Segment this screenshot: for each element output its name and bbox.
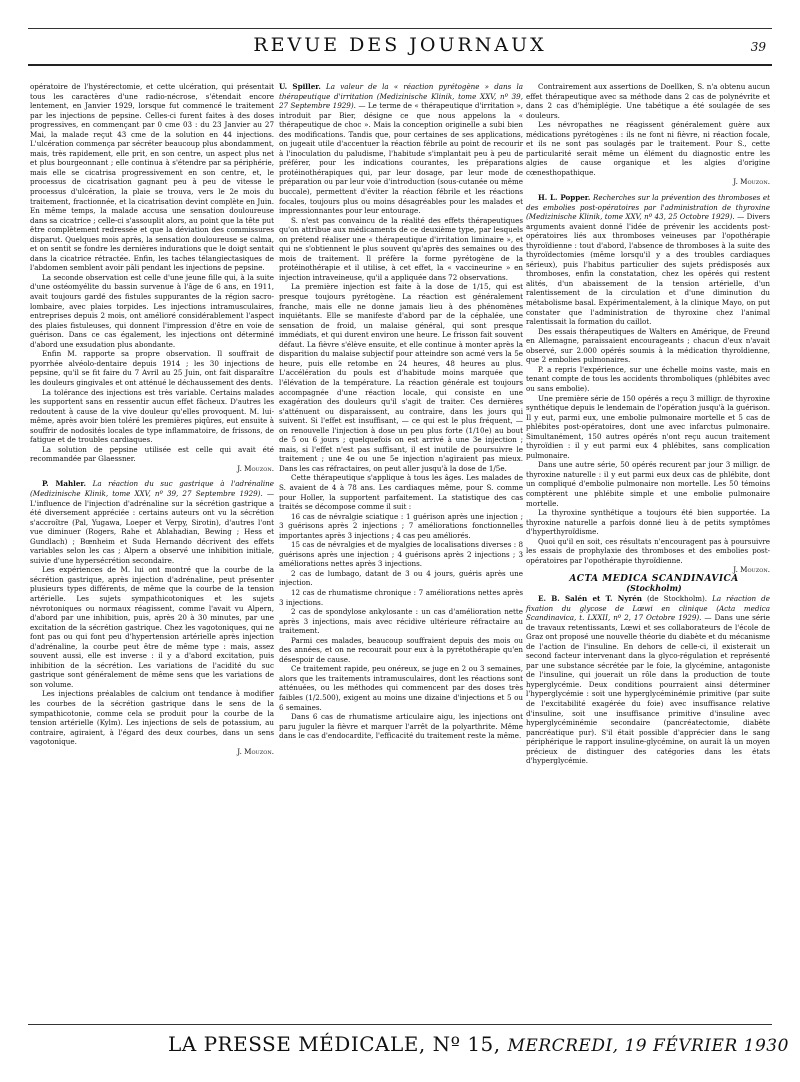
paragraph: 16 cas de névralgie sciatique : 1 guérison après une injection ; 3 guérisons après 2 injections ; 7 améliorations fonctionnelles importantes après 3 injections ; 4 cas peu améliorés. (279, 511, 523, 540)
article-author: P. Mahler. (42, 479, 87, 489)
paragraph: Dans une autre série, 50 opérés recurent par jour 3 milligr. de thyroxine naturelle : il y eut parmi eux deux cas de phlébite, dont un compliqué d'embolie pulmonaire non mortelle. Les 50 témoins comptèrent une phlébite simple et une embolie pulmonaire mortelle. (526, 460, 770, 508)
paragraph: Les expériences de M. lui ont montré que la courbe de la sécrétion gastrique, après injection d'adrénaline, peut présenter plusieurs types différents, de même que la courbe de la tension artérielle. Les sujets sympathicotoniques et les sujets névrotoniques ou normaux réagissent, comme l'avait vu Alpern, d'abord par une inhibition, puis, après 20 à 30 minutes, par une excitation de la sécrétion gastrique. Chez les vagotoniques, qui ne font pas ou qui font peu d'hypertension artérielle après injection d'adrénaline, la courbe peut être de même type : mais, assez souvent aussi, elle est inverse : il y a d'abord excitation, puis inhibition de la sécrétion. Les variations de l'acidité du suc gastrique sont généralement de même sens que les variations de son volume. (30, 565, 274, 689)
article-paragraph (30, 479, 274, 565)
column-3 (526, 82, 770, 766)
header-rule-bottom (28, 64, 772, 66)
header-rule-top (28, 28, 772, 29)
paragraph: Cette thérapeutique s'applique à tous les âges. Les malades de S. avaient de 4 à 78 ans. Les cardiaques même, pour S. comme pour Holler, la supportent parfaitement. La statistique des cas traités se décompose comme il suit : (279, 473, 523, 512)
article-title: La réaction du suc gastrique à l'adrénaline (92, 479, 274, 489)
footer-masthead (168, 1032, 789, 1056)
journal-name: LA PRESSE MÉDICALE, (168, 1032, 426, 1056)
article-title: Recherches sur la prévention des thromboses et des embolies post-opératoires par l'administration de thyroxine (526, 193, 770, 212)
paragraph: Enfin M. rapporte sa propre observation. Il souffrait de pyorrhée alvéolo-dentaire depuis 1914 ; les 30 injections de pepsine, qu'il se fit faire du 7 Avril au 25 Juin, ont fait disparaître les douleurs gingivales et ont atténué le déchaussement des dents. (30, 349, 274, 387)
article-paragraph (526, 193, 770, 327)
article-reference: (Medizinische Klinik, tome XXV, nº 39, 27 Septembre 1929). (279, 91, 523, 111)
signature: J. Mouzon. (237, 746, 274, 756)
paragraph: Contrairement aux assertions de Doellken, S. n'a obtenu aucun effet thérapeutique avec sa méthode dans 2 cas de polynévrite et dans 2 cas d'hémiplégie. Une tabétique a été soulagée de ses douleurs. (526, 82, 770, 120)
signature: J. Mouzon. (237, 463, 274, 473)
section-subheading: (Stockholm) (626, 583, 682, 594)
issue-date: MERCREDI, 19 FÉVRIER 1930 (507, 1036, 789, 1056)
paragraph: Les injections préalables de calcium ont tendance à modifier les courbes de la sécrétion gastrique dans le sens de la sympathicotonie, comme cela se produit pour la courbe de la tension artérielle (Kylm). Les injections de sels de potassium, au contraire, agiraient, à l'égard des deux courbes, dans un sens vagotonique. (30, 689, 274, 747)
footer-rule (28, 1024, 772, 1025)
signature: J. Mouzon. (733, 565, 770, 575)
article-title: La valeur de la « réaction pyrétogène » dans la thérapeutique d'irritation (279, 82, 523, 101)
page-header (28, 28, 772, 68)
paragraph: 2 cas de lumbago, datant de 3 ou 4 jours, guéris après une injection. (279, 568, 523, 588)
article-text: — L'influence de l'injection d'adrénaline sur la sécrétion gastrique a été diversement appréciée : certains auteurs ont vu la sécrétion s'accroître (Pal, Yugawa, Loeper et Verpy, Sirotin), d'autres l'ont vue diminuer (Rogers, Rahe et Ablahadian, Bewing ; Hess et Gundlach) ; Bœnheim et Suda Hernando décrivent des effets variables selon les cas ; Alpern a observé une inhibition initiale, suivie d'une hypersécrétion secondaire. (30, 488, 274, 565)
article-reference: (Acta medica Scandinavica, t. LXXII, nº 2, 17 Octobre 1929). (526, 603, 770, 623)
paragraph: La tolérance des injections est très variable. Certains malades les supportent sans en ressentir aucun effet fâcheux. D'autres les redoutent à cause de la vive douleur qu'elles provoquent. M. lui-même, après avoir bien toléré les premières piqûres, eut ensuite à souffrir de nodosités locales de type inflammatoire, de frissons, de fatigue et de troubles cardiaques. (30, 387, 274, 445)
article-author: E. B. Salén et T. Nyrén (538, 593, 642, 603)
column-1 (30, 82, 274, 756)
paragraph: Dans 6 cas de rhumatisme articulaire aigu, les injections ont paru juguler la fièvre et marquer l'arrêt de la polyarthrite. Même dans le cas d'endocardite, l'efficacité du traitement reste la même. (279, 712, 523, 741)
paragraph: Parmi ces malades, beaucoup souffraient depuis des mois ou des années, et on ne recourait pour eux à la pyrétothérapie qu'en désespoir de cause. (279, 635, 523, 664)
page-number: 39 (750, 40, 766, 54)
article-paragraph (279, 82, 523, 216)
article-text: — Dans une série de travaux retentissants, Lœwi et ses collaborateurs de l'école de Graz ont proposé une nouvelle théorie du diabète et du mécanisme de l'action de l'insuline. En dehors de celle-ci, il existerait un second facteur intervenant dans la glyco-régulation et représenté par une substance sécrétée par le foie, la glycémine, antagoniste de l'insuline, qui jouerait un rôle dans la production de toute hyperglycémie. Deux conditions pourraient ainsi déterminer l'hyperglycémie : soit une hyperglycéminémie primitive (par suite de l'excitabilité exagérée du foie) avec insuffisance relative d'insuline, soit une insuffisance primitive d'insuline avec hyperglycéminémie secondaire (pancréatectomie, diabète pancréatique pur). S'il était possible d'apprécier dans le sang périphérique le rapport insuline-glycémine, on aurait là un moyen précieux de distinguer des catégories dans les états d'hyperglycémie. (526, 613, 770, 766)
paragraph: La première injection est faite à la dose de 1/15, qui est presque toujours pyrétogène. La réaction est généralement franche, mais elle ne donne jamais lieu à des phénomènes inquiétants. Elle se manifeste d'abord par de la céphalée, une sensation de froid, un malaise général, qui sont presque immédiats, et qui durent environ une heure. Le frisson fait souvent défaut. La fièvre s'élève ensuite, et elle continue à monter après la disparition du malaise subjectif pour atteindre son acmé vers la 5e heure, puis elle retombe en 24 heures, 48 heures au plus. L'accélération du pouls est d'habitude moins marquée que l'élévation de la température. La réaction générale est toujours accompagnée d'une réaction locale, qui consiste en une exagération des douleurs qu'il s'agit de traiter. Ces dernières s'atténuent ou disparaissent, au contraire, dans les jours qui suivent. Si l'effet est insuffisant, — ce qui est le plus fréquent, — on renouvelle l'injection à dose un peu plus forte (1/10e) au bout de 5 ou 6 jours ; quelquefois on est arrivé à une 3e injection ; mais, si l'effet n'est pas suffisant, il est inutile de poursuivre le traitement ; une 4e ou une 5e injection n'agiraient pas mieux. Dans les cas réfractaires, on peut aller jusqu'à la dose de 1/5e. (279, 282, 523, 473)
paragraph: Quoi qu'il en soit, ces résultats n'encouragent pas à poursuivre les essais de prophylaxie des thromboses et des embolies post-opératoires par l'opothérapie thyroïdienne. (526, 536, 770, 565)
paragraph: La seconde observation est celle d'une jeune fille qui, à la suite d'une ostéomyélite du bassin survenue à l'âge de 6 ans, en 1911, avait toujours gardé des fistules suppurantes de la région sacro-lombaire, avec plaies torpides. Les injections intramusculaires, entreprises depuis 2 mois, ont amélioré considérablement l'aspect des plaies fistuleuses, qui donnent l'impression d'être en voie de guérison. Dans ce cas également, les injections ont déterminé d'abord une exsudation plus abondante. (30, 272, 274, 349)
article-text: — Le terme de « thérapeutique d'irritation », introduit par Bier, désigne ce que nous appelons la « thérapeutique de choc ». Mais la conception originelle a subi bien des modifications. Tandis que, pour certaines de ses applications, on jugeait utile d'accentuer la réaction fébrile au point de recourir à l'inoculation du paludisme, l'habitude s'implantait peu à peu de préférer, pour les indications courantes, les préparations protéinothérapiques qui, par leur dosage, par leur mode de préparation ou par leur voie d'introduction (sous-cutanée ou même buccale), permettent d'éviter la réaction fébrile et les réactions focales, toujours plus ou moins désagréables pour les malades et impressionnantes pour leur entourage. (279, 101, 523, 216)
article-text: — Divers arguments avaient donné l'idée de prévenir les accidents post-opératoires liés aux thromboses veineuses par l'opothérapie thyroïdienne : tout d'abord, l'absence de thromboses à la suite des thyroïdectomies (même lorsqu'il y a des troubles cardiaques sérieux), puis l'habitus particulier des sujets prédisposés aux thromboses, enfin la constatation, chez les opérés qui restent alités, d'un abaissement de la tension artérielle, d'un ralentissement de la circulation et d'une diminution du métabolisme basal. Expérimentalement, à la clinique Mayo, on put constater que l'administration de thyroxine chez l'animal ralentissait la formation du caillot. (526, 212, 770, 327)
paragraph: S. n'est pas convaincu de la réalité des effets thérapeutiques qu'on attribue aux médicaments de ce deuxième type, par lesquels on prétend réaliser une « thérapeutique d'irritation liminaire », et qui ne s'obtiennent le plus souvent qu'après des semaines ou des mois de traitement. Il préfère la forme pyrétogène de la protéinothérapie et il utilise, à cet effet, la « vaccineurine » en injection intraveineuse, qu'il a appliquée dans 72 observations. (279, 215, 523, 282)
author-location: (de Stockholm). (647, 593, 708, 603)
paragraph: 12 cas de rhumatisme chronique : 7 améliorations nettes après 3 injections. (279, 587, 523, 607)
paragraph: La thyroxine synthétique a toujours été bien supportée. La thyroxine naturelle a parfois donné lieu à de petits symptômes d'hyperthyroïdisme. (526, 508, 770, 537)
section-heading: ACTA MEDICA SCANDINAVICA (569, 573, 739, 584)
page-footer (28, 1020, 789, 1068)
running-title: REVUE DES JOURNAUX (253, 34, 547, 56)
paragraph: Les névropathes ne réagissent généralement guère aux médications pyrétogènes : ils ne font ni fièvre, ni réaction focale, et ils ne sont pas soulagés par le traitement. Pour S., cette particularité serait même un élément du diagnostic entre les algies de cause organique et les algies d'origine cœnesthopathique. (526, 120, 770, 177)
paragraph: P. a repris l'expérience, sur une échelle moins vaste, mais en tenant compte de tous les accidents thromboliques (phlébites avec ou sans embolie). (526, 364, 770, 393)
signature: J. Mouzon. (733, 177, 770, 187)
article-reference: (Medizinische Klinik, tome XXV, nº 39, 27 Septembre 1929). (30, 488, 263, 498)
column-2 (279, 82, 523, 741)
issue-number: Nº 15, (432, 1032, 501, 1056)
article-reference: (Medizinische Klinik, tome XXV, nº 43, 25 Octobre 1929). (526, 212, 735, 222)
article-paragraph (526, 594, 770, 766)
paragraph: Une première série de 150 opérés a reçu 3 milligr. de thyroxine synthétique depuis le lendemain de l'opération jusqu'à la guérison. Il y eut, parmi eux, une embolie pulmonaire mortelle et 5 cas de phlébites post-opératoires, dont une avec infarctus pulmonaire. Simultanément, 150 autres opérés n'ont reçu aucun traitement thyroïdien : il y eut parmi eux 4 phlébites, sans complication pulmonaire. (526, 393, 770, 460)
paragraph: opératoire de l'hystérectomie, et cette ulcération, qui présentait tous les caractères d'une radio-nécrose, s'étendait encore lentement, en Janvier 1929, lorsque fut commencé le traitement par les injections de pepsine. Celles-ci furent faites à des doses progressives, en commençant par 0 cme 03 : du 23 Janvier au 27 Mai, la malade reçut 43 cme de la solution en 44 injections. L'ulcération commença par sécréter beaucoup plus abondamment, mais, très rapidement, elle prit, en son centre, un aspect plus net et plus bourgeonnant ; elle continua à s'étendre par sa périphérie, mais elle se cicatrisa progressivement en son centre, et, le processus de cicatrisation gagnant peu à peu de vitesse le processus d'ulcération, la plaie se trouva, vers le 2e mois du traitement, fractionnée, et la cicatrisation devint complète en Juin. En même temps, la malade accusa une sensation douloureuse dans sa cicatrice ; celle-ci s'assouplit alors, au point que la tête put être complètement redressée et que la déviation des commissures disparut. Quelques mois après, la sensation douloureuse se calma, et on sentit se fondre les dernières indurations que le doigt sentait dans la cicatrice rétractée. Enfin, les taches télangiectasiques de l'abdomen semblent avoir pâli pendant les injections de pepsine. (30, 82, 274, 273)
article-title: La réaction de fixation du glycose de Lœwi en clinique (526, 593, 770, 613)
paragraph: Ce traitement rapide, peu onéreux, se juge en 2 ou 3 semaines, alors que les traitements intramusculaires, dont les réactions sont atténuées, ou les méthodes qui commencent par des doses très faibles (1/2.500), exigent au moins une dizaine d'injections et 5 ou 6 semaines. (279, 664, 523, 712)
paragraph: La solution de pepsine utilisée est celle qui avait été recommandée par Glaessner. (30, 444, 274, 464)
paragraph: 15 cas de névralgies et de myalgies de localisations diverses : 8 guérisons après une injection ; 4 guérisons après 2 injections ; 3 améliorations nettes après 3 injections. (279, 540, 523, 569)
article-author: U. Spiller. (279, 82, 321, 91)
paragraph: 2 cas de spondylose ankylosante : un cas d'amélioration nette après 3 injections, mais avec récidive ultérieure réfractaire au traitement. (279, 607, 523, 636)
article-author: H. L. Popper. (538, 193, 591, 203)
paragraph: Des essais thérapeutiques de Walters en Amérique, de Freund en Allemagne, paraissaient encourageants ; chacun d'eux n'avait observé, sur 2.000 opérés soumis à la médication thyroïdienne, que 2 embolies pulmonaires. (526, 326, 770, 365)
